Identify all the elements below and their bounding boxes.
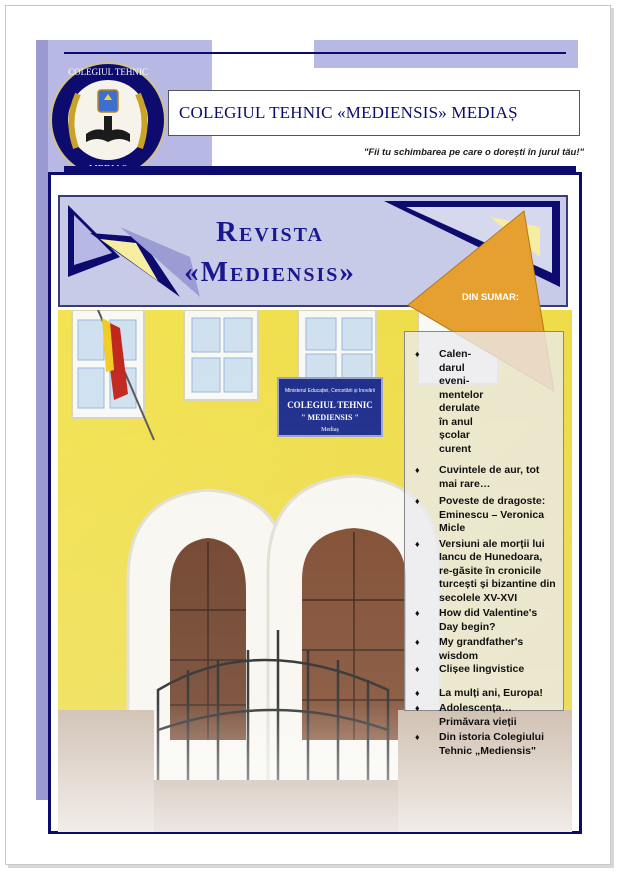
school-logo bbox=[48, 60, 168, 180]
top-rule bbox=[64, 52, 566, 54]
toc-item[interactable]: ♦ Din istoria Colegiului Tehnic „Mediensis" bbox=[415, 731, 557, 758]
toc-item[interactable]: ♦ Calen-darul eveni-mentelor derulate în anul școlar curent bbox=[415, 348, 489, 456]
top-right-lavender-bar bbox=[314, 40, 578, 68]
school-title: COLEGIUL TEHNIC «MEDIENSIS» MEDIAȘ bbox=[179, 103, 518, 122]
toc-item[interactable]: ♦ La mulți ani, Europa! bbox=[415, 687, 557, 701]
toc-heading: DIN SUMAR: bbox=[462, 292, 519, 303]
toc-item[interactable]: ♦ My grandfather's wisdom bbox=[415, 636, 557, 663]
magazine-title-line2: «Mediensis» bbox=[184, 256, 356, 288]
left-shadow-strip bbox=[36, 40, 48, 800]
school-title-box bbox=[168, 90, 580, 136]
toc-panel bbox=[404, 331, 564, 757]
toc-list bbox=[405, 332, 563, 758]
toc-item[interactable]: ♦ How did Valentine's Day begin? bbox=[415, 607, 557, 634]
magazine-title bbox=[150, 212, 390, 292]
magazine-title-line1: Revista bbox=[216, 216, 324, 248]
motto-quote: "Fii tu schimbarea pe care o dorești în jurul tău!" bbox=[363, 147, 584, 158]
toc-item[interactable]: ♦ Clișee lingvistice bbox=[415, 663, 557, 677]
toc-item[interactable]: ♦ Adolescența… Primăvara vieții bbox=[415, 702, 557, 729]
logo-text-top: COLEGIUL TEHNIC bbox=[68, 67, 148, 77]
toc-item[interactable]: ♦ Cuvintele de aur, tot mai rare… bbox=[415, 464, 557, 491]
toc-item[interactable]: ♦ Versiuni ale morții lui Iancu de Hunedoara, re-găsite în cronicile turcești și bizantine din secolele XV-XVI bbox=[415, 538, 557, 606]
toc-item[interactable]: ♦ Poveste de dragoste: Eminescu – Veronica Micle bbox=[415, 495, 557, 536]
